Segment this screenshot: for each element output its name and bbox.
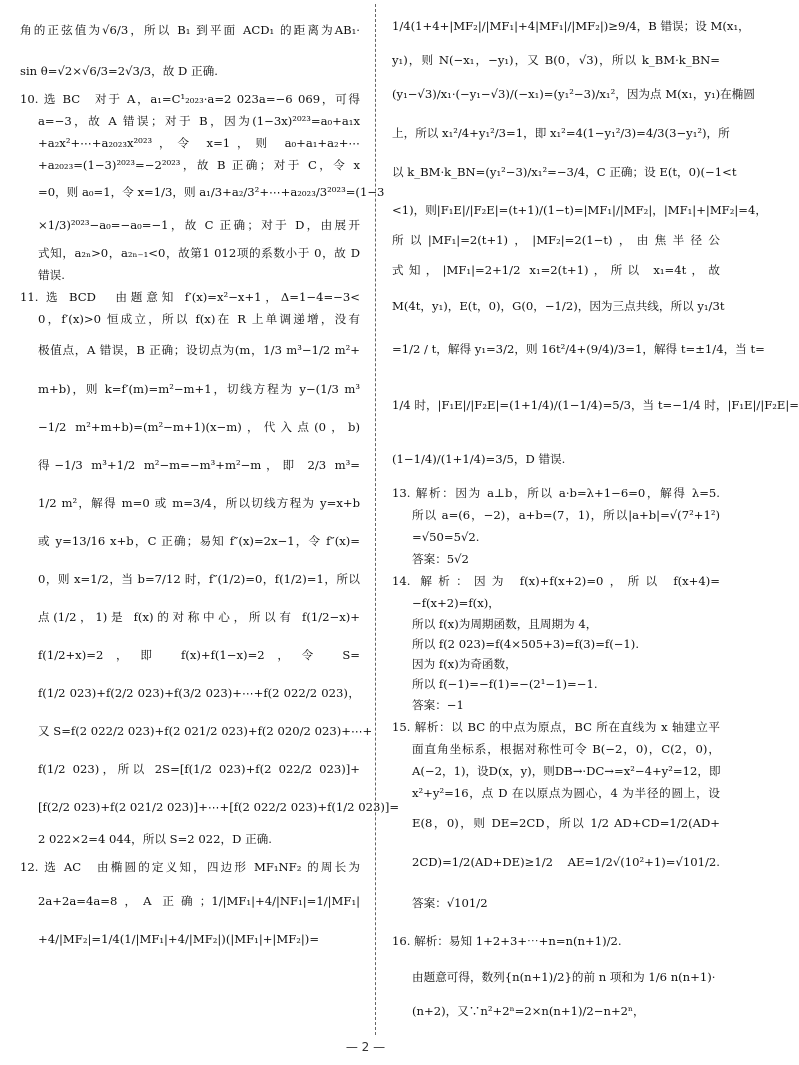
text-line: 错误. [38,268,65,282]
text-line: 1/4(1+4+|MF₂|/|MF₁|+4|MF₁|/|MF₂|)≥9/4，B 错误；设 M(x₁， [392,19,750,33]
text-line: 16. 解析：易知 1+2+3+⋯+n=n(n+1)/2. [392,934,622,948]
text-line: 答案：−1 [412,698,464,712]
right-column [392,6,799,1026]
text-line: x²+y²=16，点 D 在以原点为圆心，4 为半径的圆上，设 [412,786,720,800]
text-line: (n+2)，又∵n²+2ⁿ=2×n(n+1)/2−n+2ⁿ， [412,1004,645,1018]
text-line: 15. 解析：以 BC 的中点为原点，BC 所在直线为 x 轴建立平 [392,720,720,734]
text-line: M(4t，y₁)，E(t，0)，G(0，−1/2)，因为三点共线，所以 y₁/3t [392,299,725,313]
text-line: 所以 f(x)为周期函数，且周期为 4， [412,617,598,631]
text-line: 因为 f(x)为奇函数， [412,657,517,671]
text-line: +a₂₀₂₃=(1−3)²⁰²³=−2²⁰²³，故 B 正确；对于 C，令 x [38,158,360,172]
text-line: 所以|MF₁|=2(t+1)，|MF₂|=2(1−t)，由焦半径公 [392,233,720,247]
text-line: f(1/2 023)，所以 2S=[f(1/2 023)+f(2 022/2 023)]+ [38,762,360,776]
text-line: 极值点，A 错误，B 正确；设切点为(m，1/3 m³−1/2 m²+ [38,343,360,357]
text-line: 1/2 m²，解得 m=0 或 m=3/4，所以切线方程为 y=x+b [38,496,360,510]
text-line: a=−3，故 A 错误；对于 B，因为(1−3x)²⁰²³=a₀+a₁x [38,114,360,128]
text-line: 0，则 x=1/2，当 b=7/12 时，f″(1/2)=0，f(1/2)=1，所以 [38,572,360,586]
text-line: =1/2 / t，解得 y₁=3/2，则 16t²/4+(9/4)/3=1，解得 t=±1/4，当 t= [392,342,765,356]
text-line: 11. 选 BCD 由题意知 f′(x)=x²−x+1，Δ=1−4=−3< [20,290,360,304]
text-line: 式知，a₂ₙ>0，a₂ₙ₋₁<0，故第1 012项的系数小于 0，故 D [38,246,360,260]
text-line: +a₂x²+⋯+a₂₀₂₃x²⁰²³，令 x=1，则 a₀+a₁+a₂+⋯ [38,136,360,150]
text-line: f(1/2+x)=2，即 f(x)+f(1−x)=2，令 S= [38,648,360,662]
text-line: 所以 f(2 023)=f(4×505+3)=f(3)=f(−1). [412,637,640,651]
text-line: 所以 a=(6，−2)，a+b=(7，1)，所以|a+b|=√(7²+1²) [412,508,720,522]
text-line: 面直角坐标系，根据对称性可令 B(−2，0)，C(2，0)， [412,742,720,756]
text-line: −1/2 m²+m+b)=(m²−m+1)(x−m)，代入点(0，b) [38,420,360,434]
text-line: 角的正弦值为√6/3，所以 B₁ 到平面 ACD₁ 的距离为AB₁· [20,23,360,37]
text-line: 2 022×2=4 044，所以 S=2 022，D 正确. [38,832,272,846]
text-line: f(1/2 023)+f(2/2 023)+f(3/2 023)+⋯+f(2 022/2 023)， [38,686,360,700]
text-line: sin θ=√2×√6/3=2√3/3，故 D 正确. [20,64,218,78]
text-line: E(8，0)，则 DE=2CD，所以 1/2 AD+CD=1/2(AD+ [412,816,720,830]
text-line: [f(2/2 023)+f(2 021/2 023)]+⋯+[f(2 022/2 023)+f(1/2 023)]= [38,800,400,814]
text-line: ×1/3)²⁰²³−a₀=−a₀=−1，故 C 正确；对于 D，由展开 [38,218,360,232]
text-line: 12. 选 AC 由椭圆的定义知，四边形 MF₁NF₂ 的周长为 [20,860,360,874]
text-line: 0，f′(x)>0 恒成立，所以 f(x)在 R 上单调递增，没有 [38,312,360,326]
text-line: 又 S=f(2 022/2 023)+f(2 021/2 023)+f(2 020/2 023)+⋯+ [38,724,373,738]
text-line: 式知，|MF₁|=2+1/2 x₁=2(t+1)，所以 x₁=4t，故 [392,263,720,277]
text-line: <1)，则|F₁E|/|F₂E|=(t+1)/(1−t)=|MF₁|/|MF₂|，|MF₁|+|MF₂|=4， [392,203,767,217]
text-line: −f(x+2)=f(x)， [412,596,500,610]
column-divider [375,4,376,1035]
page-number: — 2 — [345,1040,386,1054]
text-line: 2CD)=1/2(AD+DE)≥1/2 AE=1/2√(10²+1)=√101/2. [412,855,720,869]
text-line: 2a+2a=4a=8，A 正确；1/|MF₁|+4/|NF₁|=1/|MF₁| [38,894,360,908]
text-line: +4/|MF₂|=1/4(1/|MF₁|+4/|MF₂|)(|MF₁|+|MF₂|)= [38,932,320,946]
text-line: =0，则 a₀=1，令 x=1/3，则 a₁/3+a₂/3²+⋯+a₂₀₂₃/3²⁰²³=(1−3 [38,185,385,199]
text-line: A(−2，1)，设D(x，y)，则DB→·DC→=x²−4+y²=12，即 [412,764,721,778]
text-line: 答案：5√2 [412,552,469,566]
text-line: y₁)，则 N(−x₁，−y₁)，又 B(0，√3)，所以 k_BM·k_BN= [392,53,720,67]
text-line: 1/4 时，|F₁E|/|F₂E|=(1+1/4)/(1−1/4)=5/3，当 t=−1/4 时，|F₁E|/|F₂E|= [392,398,799,412]
text-line: (y₁−√3)/x₁·(−y₁−√3)/(−x₁)=(y₁²−3)/x₁²，因为点 M(x₁，y₁)在椭圆 [392,87,755,101]
text-line: 14. 解析：因为 f(x)+f(x+2)=0，所以 f(x+4)= [392,574,720,588]
text-line: 上，所以 x₁²/4+y₁²/3=1，即 x₁²=4(1−y₁²/3)=4/3(3−y₁²)，所 [392,126,730,140]
text-line: 答案：√101/2 [412,896,488,910]
text-line: 或 y=13/16 x+b，C 正确；易知 f″(x)=2x−1，令 f″(x)= [38,534,360,548]
text-line: 点(1/2，1)是 f(x)的对称中心，所以有 f(1/2−x)+ [38,610,360,624]
text-line: 得−1/3 m³+1/2 m²−m=−m³+m²−m，即 2/3 m³= [38,458,360,472]
text-line: 所以 f(−1)=−f(1)=−(2¹−1)=−1. [412,677,598,691]
text-line: m+b)，则 k=f′(m)=m²−m+1，切线方程为 y−(1/3 m³ [38,382,360,396]
text-line: =√50=5√2. [412,530,480,544]
text-line: 由题意可得，数列{n(n+1)/2}的前 n 项和为 1/6 n(n+1)· [412,970,716,984]
text-line: (1−1/4)/(1+1/4)=3/5，D 错误. [392,452,566,466]
text-line: 10. 选 BC 对于 A，a₁=C¹₂₀₂₃·a=2 023a=−6 069，可得 [20,92,360,106]
text-line: 13. 解析：因为 a⊥b，所以 a·b=λ+1−6=0，解得 λ=5. [392,486,720,500]
left-column [20,6,400,958]
text-line: 以 k_BM·k_BN=(y₁²−3)/x₁²=−3/4，C 正确；设 E(t，0)(−1<t [392,165,737,179]
